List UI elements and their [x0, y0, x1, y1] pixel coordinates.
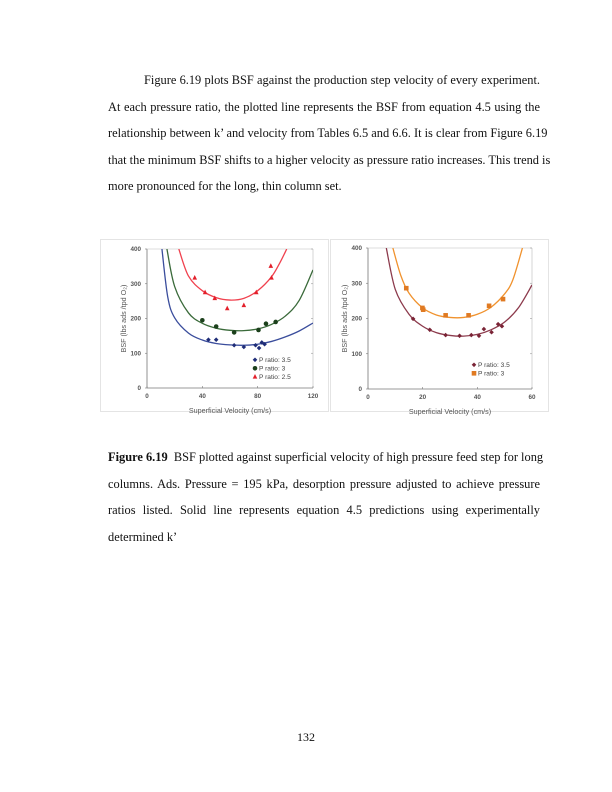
data-point — [457, 333, 462, 338]
fit-curve-3 — [393, 248, 523, 318]
data-point — [232, 343, 237, 348]
x-tick-label: 0 — [145, 393, 149, 400]
x-tick-label: 80 — [254, 393, 262, 400]
data-point — [469, 333, 474, 338]
body-line: At each pressure ratio, the plotted line represents the BSF from equation 4.5 using the — [108, 99, 540, 114]
x-axis-label: Superficial Velocity (cm/s) — [188, 406, 272, 415]
bsf-chart-long-columns — [330, 235, 550, 435]
y-tick-label: 200 — [351, 315, 362, 323]
caption-line: BSF plotted against superficial velocity of high pressure feed step for long — [173, 450, 544, 464]
x-tick-label: 20 — [419, 394, 427, 401]
caption-line: determined k’ — [108, 529, 178, 544]
legend-marker — [472, 371, 477, 376]
y-tick-label: 300 — [351, 280, 362, 288]
data-point — [482, 327, 487, 332]
fit-curve-2.5 — [179, 249, 287, 300]
y-tick-label: 200 — [130, 315, 141, 323]
legend-label: P ratio: 2.5 — [259, 374, 291, 381]
y-axis-label: BSF (lbs ads /tpd O₂) — [340, 284, 349, 353]
y-tick-label: 400 — [130, 246, 141, 254]
data-point — [192, 275, 197, 280]
data-point — [421, 307, 426, 312]
body-line: more pronounced for the long, thin column set. — [108, 179, 342, 194]
y-axis-label: BSF (lbs ads /tpd O₂) — [119, 284, 128, 353]
data-point — [404, 286, 409, 291]
legend-label: P ratio: 3 — [259, 365, 286, 373]
figure-left-chart — [100, 235, 330, 435]
legend-marker — [253, 374, 258, 379]
data-point — [466, 313, 471, 318]
figure-right-chart — [330, 235, 550, 435]
y-tick-label: 0 — [358, 386, 362, 394]
y-tick-label: 400 — [351, 245, 362, 253]
legend-marker — [253, 366, 258, 371]
page-number: 132 — [297, 730, 315, 744]
figure-caption — [108, 444, 544, 550]
x-tick-label: 120 — [307, 393, 319, 400]
x-tick-label: 40 — [473, 394, 481, 401]
y-tick-label: 300 — [130, 280, 141, 288]
x-tick-label: 60 — [528, 394, 536, 401]
data-point — [214, 337, 219, 342]
data-point — [487, 304, 492, 309]
caption-line: ratios listed. Solid line represents equation 4.5 predictions using experimentally — [108, 503, 540, 518]
data-point — [214, 324, 219, 329]
data-point — [273, 320, 278, 325]
legend-label: P ratio: 3 — [478, 370, 505, 378]
x-axis-label: Superficial Velocity (cm/s) — [408, 407, 492, 416]
data-point — [225, 306, 230, 311]
data-point — [443, 333, 448, 338]
data-point — [269, 263, 274, 268]
y-tick-label: 0 — [137, 385, 141, 393]
data-point — [256, 328, 261, 333]
legend-label: P ratio: 3.5 — [478, 362, 510, 369]
bsf-chart-short-columns — [100, 235, 330, 435]
x-tick-label: 40 — [198, 393, 206, 400]
body-line: that the minimum BSF shifts to a higher velocity as pressure ratio increases. This trend is — [108, 152, 551, 167]
body-line: Figure 6.19 plots BSF against the production step velocity of every experiment. — [144, 73, 540, 87]
caption-line: columns. Ads. Pressure = 195 kPa, desorption pressure adjusted to achieve pressure — [108, 476, 540, 491]
data-point — [257, 346, 262, 351]
legend-label: P ratio: 3.5 — [259, 357, 291, 364]
legend-marker — [253, 358, 258, 363]
data-point — [443, 313, 448, 318]
y-tick-label: 100 — [351, 350, 362, 358]
data-point — [232, 330, 237, 335]
y-tick-label: 100 — [130, 350, 141, 358]
x-tick-label: 0 — [366, 394, 370, 401]
caption-label: Figure 6.19 — [108, 450, 168, 464]
body-paragraph — [108, 67, 551, 200]
legend-marker — [472, 363, 477, 368]
body-line: relationship between k’ and velocity from Tables 6.5 and 6.6. It is clear from Figure 6.19 — [108, 126, 548, 141]
data-point — [501, 297, 506, 302]
data-point — [200, 318, 205, 323]
fit-curve-3 — [167, 249, 313, 331]
data-point — [242, 302, 247, 307]
data-point — [264, 321, 269, 326]
figure-border — [331, 240, 549, 412]
